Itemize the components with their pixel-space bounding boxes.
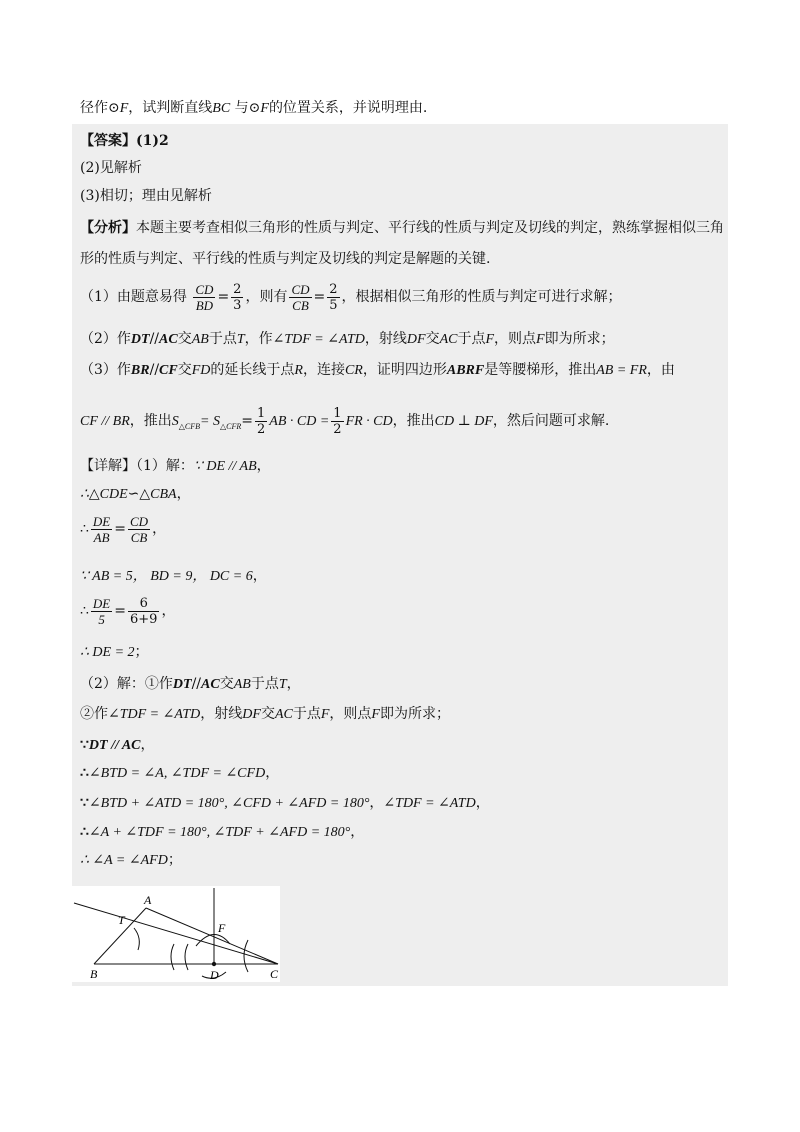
- math-var: BC: [212, 101, 231, 116]
- fraction: [91, 596, 112, 627]
- denominator: AB: [93, 529, 110, 545]
- math-expr: = S: [200, 414, 220, 429]
- math-var: DF: [406, 332, 426, 347]
- fraction: [91, 514, 112, 545]
- equals: =: [114, 521, 126, 537]
- math-var: F: [536, 332, 545, 347]
- parallel-symbol: //: [149, 362, 160, 378]
- circle-dot-symbol: ⊙: [108, 100, 120, 116]
- numerator: 6: [128, 596, 159, 612]
- math-var: FD: [191, 363, 211, 378]
- analysis-line-1: [80, 218, 728, 238]
- denominator: 5: [98, 611, 105, 627]
- detail-4: [80, 566, 728, 587]
- point-d: [212, 962, 216, 966]
- math-var: DT: [130, 332, 150, 347]
- detail-6: [80, 642, 728, 663]
- circle-dot-symbol: ⊙: [248, 100, 261, 116]
- equals: =: [241, 413, 253, 429]
- label-b: B: [90, 967, 98, 981]
- math-var: F: [260, 101, 269, 116]
- segment-line: [74, 903, 278, 964]
- fraction: [193, 282, 215, 313]
- equals: =: [217, 289, 230, 305]
- denominator: CB: [130, 529, 148, 545]
- math-var: AB: [191, 332, 209, 347]
- math-var: F: [119, 101, 129, 116]
- text: ，证明四边形: [362, 362, 447, 378]
- fraction: [289, 282, 311, 313]
- detail-1: [80, 456, 728, 477]
- text: ，: [256, 458, 271, 474]
- math-var: F: [371, 707, 380, 722]
- math-expr: ∵ AB = 5， BD = 9， DC = 6: [80, 569, 253, 584]
- detail-3: [80, 510, 728, 548]
- text: 于点: [457, 331, 486, 347]
- label-d: D: [210, 968, 219, 982]
- text: ，: [140, 737, 155, 753]
- numerator: DE: [92, 595, 111, 611]
- text: ，: [252, 568, 267, 584]
- text: （1）解：: [136, 458, 194, 474]
- math-expr: ∠BTD = ∠A, ∠TDF = ∠CFD: [88, 766, 266, 781]
- math-expr: ∠TDF = ∠ATD: [108, 707, 201, 722]
- text: （3）作: [80, 362, 131, 378]
- detail-label: 【详解】: [80, 458, 136, 474]
- because-symbol: ∵: [80, 737, 89, 753]
- math-var: DT: [172, 677, 192, 692]
- denominator: 6+9: [130, 611, 158, 627]
- answer-line-3: [80, 186, 728, 206]
- numerator: 2: [329, 281, 338, 297]
- answer-line-1: [80, 131, 728, 151]
- text: 是等腰梯形，推出: [484, 362, 597, 378]
- subscript: △CFR: [220, 421, 242, 431]
- segment-ac: [146, 908, 278, 964]
- text: 的位置关系，并说明理由.: [268, 100, 428, 116]
- numerator: 1: [257, 405, 266, 421]
- text: 于点: [250, 676, 279, 692]
- math-var: T: [236, 332, 245, 347]
- numerator: DE: [92, 513, 111, 529]
- parallel-symbol: //: [191, 676, 202, 692]
- math-expr: ∠A + ∠TDF = 180°, ∠TDF + ∠AFD = 180°: [88, 825, 351, 840]
- detail-11: [80, 793, 728, 814]
- text: ；: [134, 644, 149, 660]
- math-var: R: [294, 363, 303, 378]
- detail-8: [80, 704, 728, 725]
- arc: [171, 944, 174, 970]
- text: 与: [230, 100, 249, 116]
- math-expr: FR · CD: [345, 414, 393, 429]
- denominator: 2: [257, 421, 266, 437]
- text: （2）解：①作: [80, 676, 173, 692]
- arc: [244, 940, 248, 972]
- analysis-text: 形的性质与判定、平行线的性质与判定及切线的判定是解题的关键.: [80, 251, 491, 267]
- math-expr: ∴ DE = 2: [80, 645, 135, 660]
- math-var: S: [171, 414, 179, 429]
- text: ，: [286, 676, 301, 692]
- numerator: 1: [333, 405, 342, 421]
- numerator: CD: [291, 281, 310, 297]
- detail-2: [80, 484, 728, 505]
- math-expr: ∵ DE // AB: [193, 459, 257, 474]
- text: 交: [219, 676, 234, 692]
- analysis-p4: [80, 404, 728, 444]
- math-var: AB: [233, 677, 251, 692]
- text: ；: [167, 852, 182, 868]
- answer-line-2: [80, 158, 728, 178]
- label-f: F: [218, 921, 226, 935]
- numerator: CD: [130, 513, 149, 529]
- detail-13: [80, 850, 728, 871]
- analysis-line-2: [80, 249, 728, 269]
- text: 径作: [80, 100, 108, 116]
- numerator: 2: [233, 281, 242, 297]
- text: ，: [369, 795, 384, 811]
- text: 即为所求；: [544, 331, 615, 347]
- math-var: AC: [201, 677, 220, 692]
- analysis-text: 本题主要考查相似三角形的性质与判定、平行线的性质与判定及切线的判定，熟练掌握相似三角: [136, 220, 724, 236]
- text: 交: [177, 362, 192, 378]
- math-var: F: [485, 332, 495, 347]
- text: 交: [425, 331, 440, 347]
- text: 于点: [292, 706, 321, 722]
- analysis-label: 【分析】: [80, 220, 136, 236]
- text: ，射线: [200, 706, 243, 722]
- text: ，根据相似三角形的性质与判定可进行求解；: [341, 289, 622, 305]
- math-var: ABRF: [446, 363, 485, 378]
- math-expr: ∴△CDE∽△CBA: [80, 487, 177, 502]
- math-var: BR: [130, 363, 150, 378]
- text: ，则点: [329, 706, 372, 722]
- denominator: CB: [292, 297, 309, 313]
- math-expr: ∠TDF = ∠ATD: [383, 796, 476, 811]
- detail-5: [80, 592, 728, 630]
- text: ，: [152, 521, 167, 537]
- label-t: T: [118, 913, 125, 927]
- denominator: 5: [329, 297, 338, 313]
- subscript: △CFB: [178, 421, 201, 431]
- fraction: [231, 282, 243, 313]
- text: （2）作: [80, 331, 131, 347]
- text: ，: [161, 603, 176, 619]
- text: ，: [176, 486, 191, 502]
- text: 交: [177, 331, 192, 347]
- math-expr: AB = FR: [596, 363, 647, 378]
- math-var: AC: [439, 332, 458, 347]
- text: 交: [260, 706, 275, 722]
- arc: [185, 944, 188, 970]
- math-var: DF: [242, 707, 261, 722]
- math-var: T: [278, 677, 287, 692]
- detail-9: [80, 735, 728, 756]
- math-var: CF: [159, 363, 178, 378]
- math-var: CR: [344, 363, 363, 378]
- fraction: [331, 406, 343, 437]
- text: ，推出: [129, 413, 172, 429]
- text: ，由: [646, 362, 675, 378]
- math-expr: DT // AC: [88, 738, 141, 753]
- denominator: 3: [233, 297, 242, 313]
- denominator: BD: [195, 297, 214, 313]
- text: ，然后问题可求解.: [492, 413, 610, 429]
- math-var: AC: [274, 707, 293, 722]
- text: ，连接: [302, 362, 345, 378]
- text: 即为所求；: [379, 706, 450, 722]
- denominator: 2: [333, 421, 342, 437]
- detail-12: [80, 822, 728, 843]
- text: （1）由题意易得: [80, 289, 187, 305]
- because-symbol: ∵: [80, 795, 89, 811]
- therefore-symbol: ∴: [80, 765, 89, 781]
- detail-10: [80, 763, 728, 784]
- equals: =: [313, 289, 326, 305]
- answer-text: (2)见解析: [80, 160, 142, 176]
- text: 于点: [208, 331, 237, 347]
- text: ，则有: [245, 289, 288, 305]
- fraction: [255, 406, 267, 437]
- equals: =: [114, 603, 126, 619]
- analysis-p2: [80, 329, 728, 350]
- math-expr: CF // BR: [80, 414, 130, 429]
- therefore-symbol: ∴: [80, 824, 89, 840]
- figure-svg: [72, 886, 280, 982]
- text: ，射线: [364, 331, 407, 347]
- text: ②作: [80, 706, 108, 722]
- therefore-symbol: ∴: [80, 521, 89, 537]
- question-continuation: [80, 98, 728, 119]
- text: ，作: [244, 331, 273, 347]
- text: ，试判断直线: [128, 100, 213, 116]
- text: ，则点: [494, 331, 537, 347]
- analysis-p3: [80, 360, 728, 381]
- arc: [134, 928, 139, 950]
- fraction: [128, 514, 150, 545]
- math-expr: ∴ ∠A = ∠AFD: [80, 853, 168, 868]
- text: ，: [475, 795, 490, 811]
- math-expr: AB · CD =: [269, 414, 330, 429]
- numerator: CD: [195, 281, 214, 297]
- parallel-symbol: //: [149, 331, 160, 347]
- answer-text: (3)相切；理由见解析: [80, 188, 212, 204]
- detail-7: [80, 674, 728, 695]
- answer-label: 【答案】: [80, 133, 136, 149]
- math-var: F: [320, 707, 330, 722]
- text: 的延长线于点: [210, 362, 295, 378]
- label-a: A: [144, 893, 152, 907]
- text: ，: [265, 765, 280, 781]
- therefore-symbol: ∴: [80, 603, 89, 619]
- math-var: AC: [159, 332, 178, 347]
- text: ，: [350, 824, 365, 840]
- answer-text: (1)2: [136, 133, 169, 149]
- math-expr: ∠TDF = ∠ATD: [272, 332, 365, 347]
- math-expr: ∠BTD + ∠ATD = 180°, ∠CFD + ∠AFD = 180°: [88, 796, 370, 811]
- analysis-p1: [80, 280, 728, 314]
- fraction: [327, 282, 339, 313]
- geometry-figure: [72, 886, 280, 982]
- fraction: [128, 596, 159, 627]
- label-c: C: [270, 967, 279, 981]
- text: ，推出: [392, 413, 435, 429]
- math-expr: CD ⊥ DF: [434, 414, 493, 429]
